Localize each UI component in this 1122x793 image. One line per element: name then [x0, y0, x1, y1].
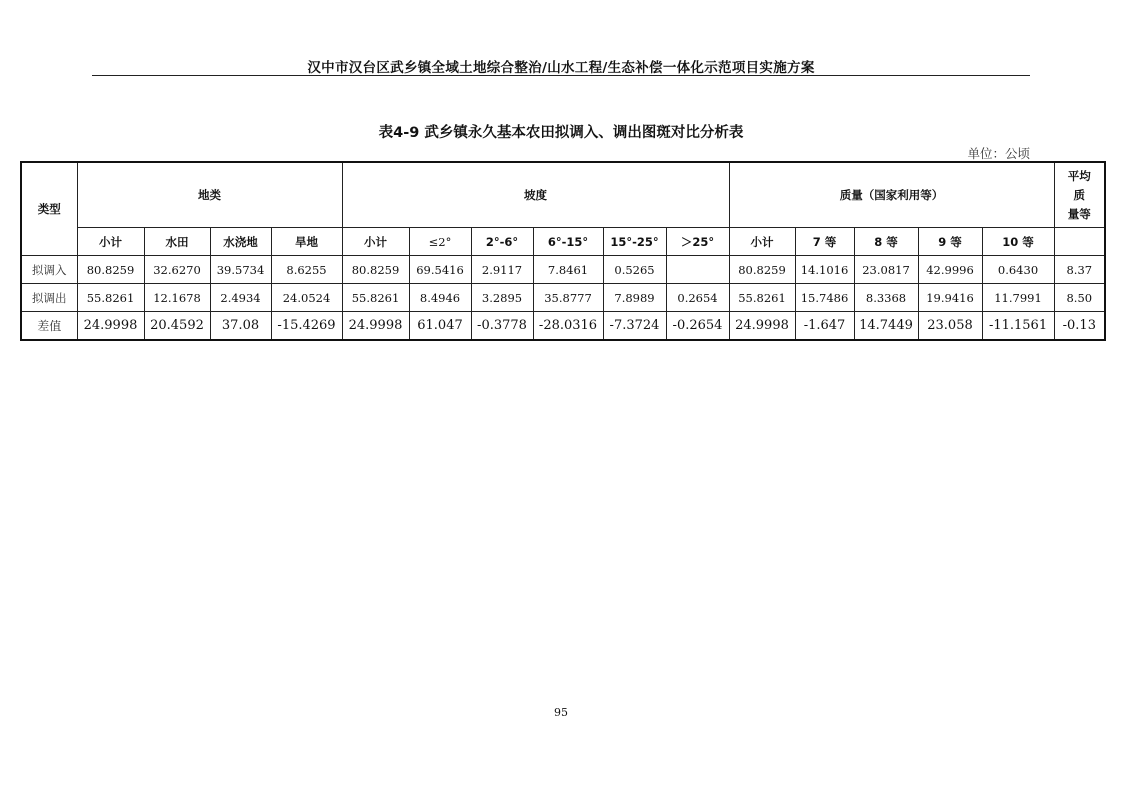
- table-cell: 0.5265: [603, 256, 666, 284]
- table-cell: -1.647: [795, 312, 854, 341]
- table-cell: 23.058: [918, 312, 982, 341]
- table-cell: 15.7486: [795, 284, 854, 312]
- table-cell: 24.0524: [271, 284, 342, 312]
- table-cell: -11.1561: [982, 312, 1054, 341]
- table-cell: 24.9998: [729, 312, 795, 341]
- subheader-grade-7: 7 等: [795, 228, 854, 256]
- table-row: [21, 256, 1105, 284]
- table-cell: 37.08: [210, 312, 271, 341]
- table-cell: 32.6270: [144, 256, 210, 284]
- table-cell: 8.3368: [854, 284, 918, 312]
- table-cell: 11.7991: [982, 284, 1054, 312]
- table-cell: 8.6255: [271, 256, 342, 284]
- table-cell: 24.9998: [77, 312, 144, 341]
- table-cell: 0.6430: [982, 256, 1054, 284]
- average-quality-header-line: 量等: [1067, 206, 1091, 221]
- table-cell: 8.50: [1054, 284, 1105, 312]
- table-cell: 7.8461: [533, 256, 603, 284]
- table-row: [21, 312, 1105, 341]
- subheader-blank: [1054, 228, 1105, 256]
- table-cell: 69.5416: [409, 256, 471, 284]
- table-cell: 14.1016: [795, 256, 854, 284]
- table-cell: 20.4592: [144, 312, 210, 341]
- table-row: [21, 284, 1105, 312]
- table-cell: 55.8261: [342, 284, 409, 312]
- table-cell: 39.5734: [210, 256, 271, 284]
- table-cell: 80.8259: [729, 256, 795, 284]
- table-title: 表4-9 武乡镇永久基本农田拟调入、调出图斑对比分析表: [378, 125, 744, 141]
- table-cell: -0.13: [1054, 312, 1105, 341]
- table-cell: 19.9416: [918, 284, 982, 312]
- row-label: 拟调入: [21, 256, 77, 284]
- subheader-grade-10: 10 等: [982, 228, 1054, 256]
- header-divider: [92, 75, 1030, 76]
- subheader-quality-subtotal: 小计: [729, 228, 795, 256]
- table-cell: 55.8261: [77, 284, 144, 312]
- comparison-table: [20, 161, 1106, 341]
- table-cell: 3.2895: [471, 284, 533, 312]
- quality-group-header: 质量（国家利用等）: [729, 162, 1054, 228]
- row-label: 拟调出: [21, 284, 77, 312]
- page-number: 95: [554, 706, 568, 719]
- average-quality-header-line: 平均: [1067, 168, 1091, 183]
- subheader-paddy-field: 水田: [144, 228, 210, 256]
- average-quality-header-line: 质: [1073, 187, 1086, 202]
- table-cell: -0.2654: [666, 312, 729, 341]
- table-cell: -28.0316: [533, 312, 603, 341]
- table-cell: 8.37: [1054, 256, 1105, 284]
- table-cell: -15.4269: [271, 312, 342, 341]
- table-cell: 2.9117: [471, 256, 533, 284]
- table-cell: -7.3724: [603, 312, 666, 341]
- table-cell: 7.8989: [603, 284, 666, 312]
- land-type-group-header: 地类: [77, 162, 342, 228]
- table-cell: 55.8261: [729, 284, 795, 312]
- table-cell: [666, 256, 729, 284]
- table-cell: 42.9996: [918, 256, 982, 284]
- document-header-title: 汉中市汉台区武乡镇全域土地综合整治/山水工程/生态补偿一体化示范项目实施方案: [307, 60, 815, 76]
- unit-label: 单位：公顷: [967, 146, 1030, 161]
- subheader-grade-8: 8 等: [854, 228, 918, 256]
- table-cell: -0.3778: [471, 312, 533, 341]
- subheader-dry-land: 旱地: [271, 228, 342, 256]
- subheader-slope-subtotal: 小计: [342, 228, 409, 256]
- table-cell: 61.047: [409, 312, 471, 341]
- row-label: 差值: [21, 312, 77, 341]
- type-header: 类型: [21, 162, 77, 256]
- subheader-slope-le-2: ≤2°: [409, 228, 471, 256]
- subheader-land-subtotal: 小计: [77, 228, 144, 256]
- table-cell: 12.1678: [144, 284, 210, 312]
- table-cell: 23.0817: [854, 256, 918, 284]
- subheader-grade-9: 9 等: [918, 228, 982, 256]
- average-quality-header: [1054, 162, 1105, 228]
- subheader-slope-gt-25: ＞25°: [666, 228, 729, 256]
- table-cell: 80.8259: [342, 256, 409, 284]
- subheader-slope-15-25: 15°-25°: [603, 228, 666, 256]
- table-cell: 24.9998: [342, 312, 409, 341]
- table-cell: 0.2654: [666, 284, 729, 312]
- subheader-slope-6-15: 6°-15°: [533, 228, 603, 256]
- table-cell: 80.8259: [77, 256, 144, 284]
- slope-group-header: 坡度: [342, 162, 729, 228]
- table-cell: 8.4946: [409, 284, 471, 312]
- subheader-irrigated-land: 水浇地: [210, 228, 271, 256]
- table-cell: 35.8777: [533, 284, 603, 312]
- table-cell: 2.4934: [210, 284, 271, 312]
- subheader-slope-2-6: 2°-6°: [471, 228, 533, 256]
- table-cell: 14.7449: [854, 312, 918, 341]
